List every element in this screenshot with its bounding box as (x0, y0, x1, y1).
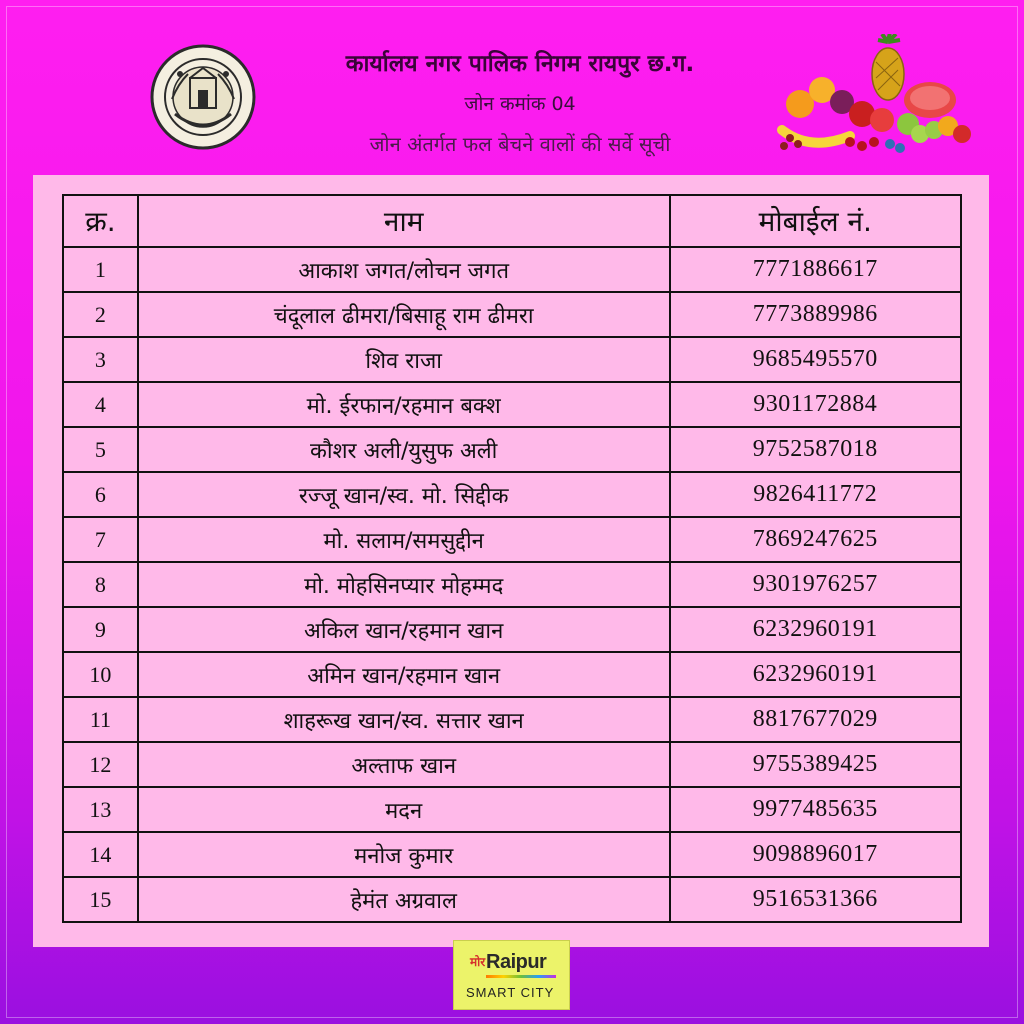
cell-serial: 10 (63, 652, 138, 697)
page-title: कार्यालय नगर पालिक निगम रायपुर छ.ग. (345, 51, 695, 77)
cell-name: चंदूलाल ढीमरा/बिसाहू राम ढीमरा (138, 292, 670, 337)
vendor-survey-table (62, 194, 962, 923)
cell-serial: 9 (63, 607, 138, 652)
cell-serial: 14 (63, 832, 138, 877)
cell-mobile: 9685495570 (670, 337, 962, 382)
table-row (63, 787, 961, 832)
raipur-smart-city-logo (453, 940, 570, 1010)
cell-serial: 4 (63, 382, 138, 427)
logo-raipur-text: Raipur (486, 951, 547, 973)
header (0, 0, 1024, 175)
cell-name: कौशर अली/युसुफ अली (138, 427, 670, 472)
cell-mobile: 6232960191 (670, 607, 962, 652)
cell-mobile: 9098896017 (670, 832, 962, 877)
table-row (63, 562, 961, 607)
page-subtitle: जोन अंतर्गत फल बेचने वालों की सर्वे सूची (369, 132, 671, 156)
cell-serial: 6 (63, 472, 138, 517)
cell-mobile: 7771886617 (670, 247, 962, 292)
table-row (63, 247, 961, 292)
cell-serial: 15 (63, 877, 138, 922)
cell-name: मो. सलाम/समसुद्दीन (138, 517, 670, 562)
table-row (63, 607, 961, 652)
logo-color-strip (486, 975, 556, 978)
cell-serial: 2 (63, 292, 138, 337)
cell-serial: 11 (63, 697, 138, 742)
cell-name: मनोज कुमार (138, 832, 670, 877)
logo-smart-city-text: SMART CITY (466, 985, 555, 1000)
cell-name: मो. मोहसिनप्यार मोहम्मद (138, 562, 670, 607)
cell-serial: 8 (63, 562, 138, 607)
table-row (63, 337, 961, 382)
cell-name: रज्जू खान/स्व. मो. सिद्दीक (138, 472, 670, 517)
table-row (63, 292, 961, 337)
cell-mobile: 9977485635 (670, 787, 962, 832)
column-header-serial: क्र. (63, 195, 138, 247)
table-row (63, 877, 961, 922)
cell-serial: 3 (63, 337, 138, 382)
cell-mobile: 8817677029 (670, 697, 962, 742)
table-row (63, 697, 961, 742)
cell-name: अल्ताफ खान (138, 742, 670, 787)
table-row (63, 517, 961, 562)
column-header-mobile: मोबाईल नं. (670, 195, 962, 247)
table-body (63, 247, 961, 922)
table-header-row (63, 195, 961, 247)
table-row (63, 427, 961, 472)
cell-mobile: 6232960191 (670, 652, 962, 697)
cell-serial: 13 (63, 787, 138, 832)
table-row (63, 382, 961, 427)
cell-serial: 7 (63, 517, 138, 562)
logo-mor-text: मोर (470, 955, 486, 969)
zone-number: जोन कमांक 04 (464, 93, 576, 115)
cell-serial: 12 (63, 742, 138, 787)
cell-mobile: 9301976257 (670, 562, 962, 607)
cell-mobile: 9752587018 (670, 427, 962, 472)
cell-name: हेमंत अग्रवाल (138, 877, 670, 922)
table-row (63, 472, 961, 517)
fruit-basket-icon (770, 34, 975, 158)
cell-mobile: 9755389425 (670, 742, 962, 787)
cell-name: अमिन खान/रहमान खान (138, 652, 670, 697)
table-row (63, 832, 961, 877)
survey-table-panel (33, 175, 989, 947)
cell-name: अकिल खान/रहमान खान (138, 607, 670, 652)
cell-mobile: 9301172884 (670, 382, 962, 427)
cell-name: शाहरूख खान/स्व. सत्तार खान (138, 697, 670, 742)
cell-mobile: 9516531366 (670, 877, 962, 922)
cell-name: आकाश जगत/लोचन जगत (138, 247, 670, 292)
table-row (63, 652, 961, 697)
cell-serial: 5 (63, 427, 138, 472)
table-row (63, 742, 961, 787)
column-header-name: नाम (138, 195, 670, 247)
cell-mobile: 9826411772 (670, 472, 962, 517)
cell-name: मो. ईरफान/रहमान बक्श (138, 382, 670, 427)
cell-name: शिव राजा (138, 337, 670, 382)
cell-mobile: 7869247625 (670, 517, 962, 562)
cell-mobile: 7773889986 (670, 292, 962, 337)
cell-serial: 1 (63, 247, 138, 292)
cell-name: मदन (138, 787, 670, 832)
